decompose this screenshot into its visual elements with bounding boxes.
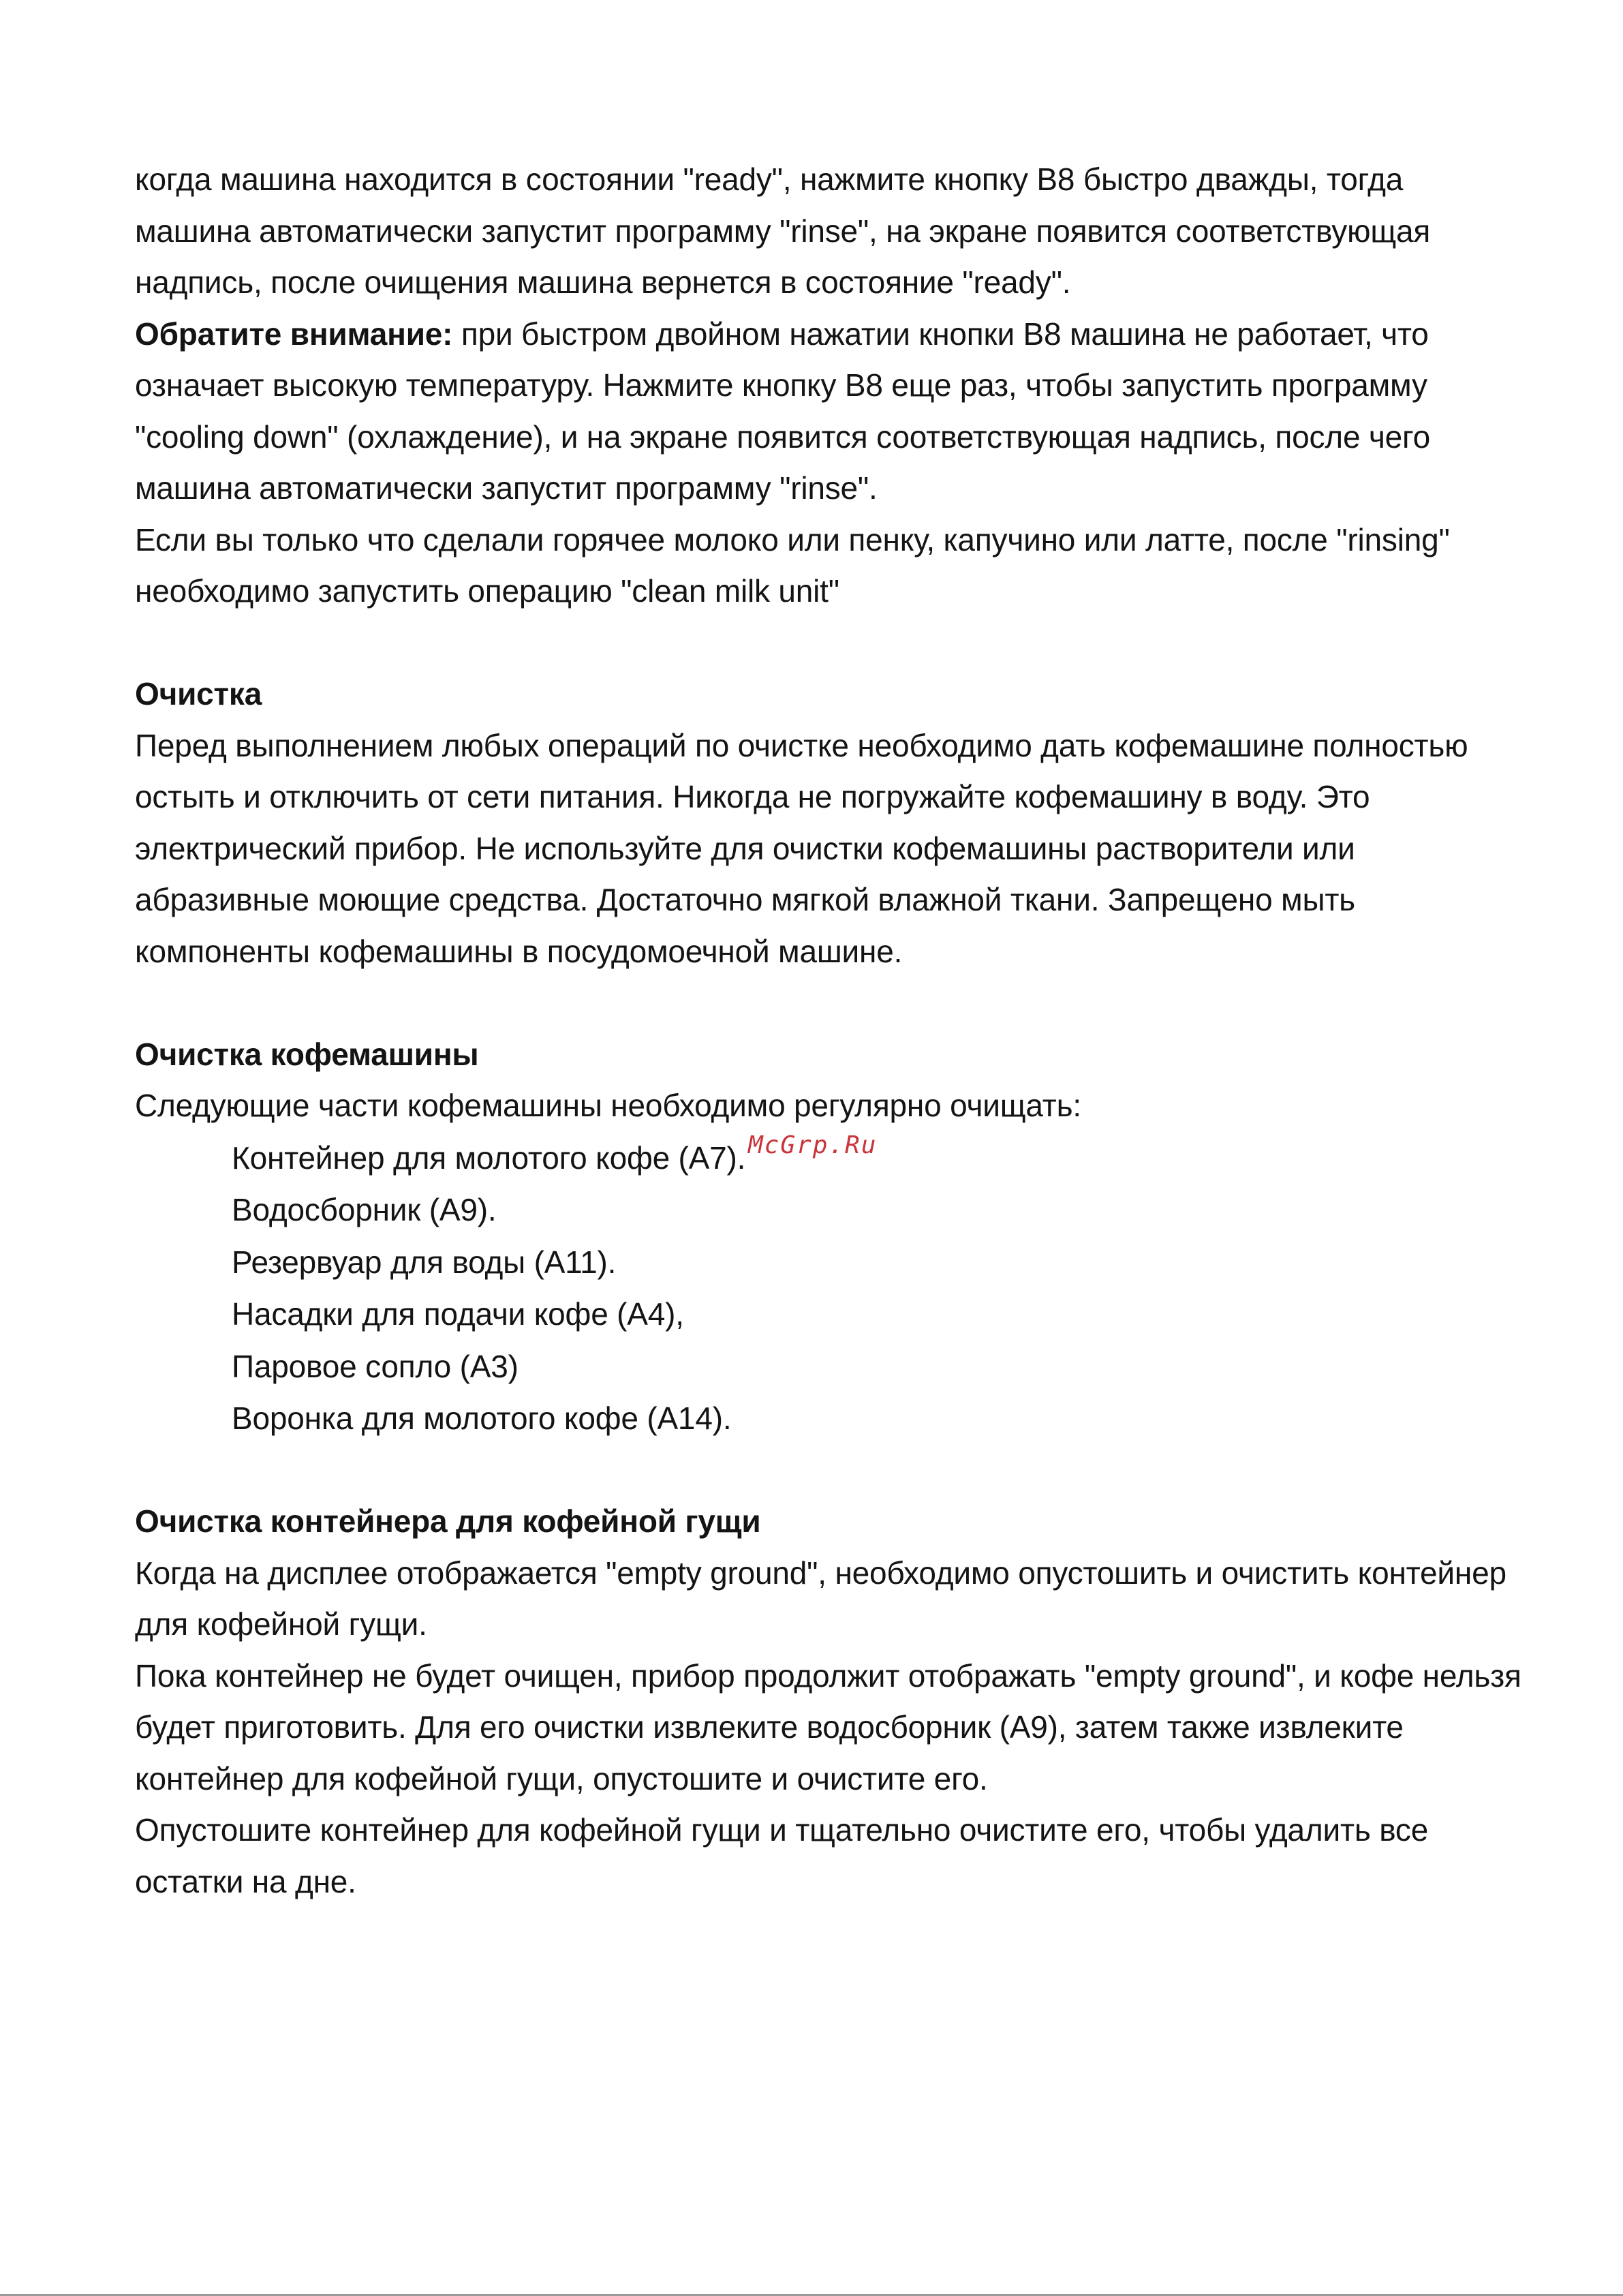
note-label: Обратите внимание: [135,316,453,352]
document-page [135,154,1525,1908]
list-item: Воронка для молотого кофе (A14). [232,1400,732,1436]
spacer [135,1445,1525,1497]
grounds-paragraph-2: Пока контейнер не будет очищен, прибор продолжит отображать "empty ground", и кофе нельзя будет приготовить. Для его очистки извлеките водосборник (A9), затем также извлеките контейнер для кофейной гущи, опустошите и очистите его. [135,1657,1521,1796]
list-item: Резервуар для воды (A11). [232,1244,617,1280]
cleaning-paragraph: Перед выполнением любых операций по очистке необходимо дать кофемашине полностью остыть и отключить от сети питания. Никогда не погружайте кофемашину в воду. Это электрический прибор. Не используйте для очистки кофемашины растворители или абразивные моющие средства. Достаточно мягкой влажной ткани. Запрещено мыть компоненты кофемашины в посудомоечной машине. [135,727,1468,969]
spacer [135,617,1525,669]
intro-paragraph: когда машина находится в состоянии "ready", нажмите кнопку B8 быстро дважды, тогда машина автоматически запустит программу "rinse", на экране появится соответствующая надпись, после очищения машина вернется в состояние "ready". [135,162,1431,300]
watermark: McGrp.Ru [748,1131,878,1159]
parts-list [135,1132,1525,1445]
section-heading-grounds-cleaning: Очистка контейнера для кофейной гущи [135,1503,761,1539]
list-item: Насадки для подачи кофе (A4), [232,1296,684,1332]
note-text: при быстром двойном нажатии кнопки B8 машина не работает, что означает высокую температуру. Нажмите кнопку B8 еще раз, чтобы запустить программу "cooling down" (охлаждение), и на экране появится соответствующая надпись, после чего машина автоматически запустит программу "rinse". [135,316,1431,506]
section-heading-machine-cleaning: Очистка кофемашины [135,1036,479,1072]
spacer [135,977,1525,1029]
grounds-paragraph-3: Опустошите контейнер для кофейной гущи и тщательно очистите его, чтобы удалить все остатки на дне. [135,1812,1429,1899]
list-item: Паровое сопло (A3) [232,1348,519,1384]
note-paragraph [135,309,1525,515]
section-heading-cleaning: Очистка [135,676,262,711]
grounds-paragraph-1: Когда на дисплее отображается "empty ground", необходимо опустошить и очистить контейнер для кофейной гущи. [135,1555,1506,1642]
machine-cleaning-intro: Следующие части кофемашины необходимо регулярно очищать: [135,1088,1081,1123]
milk-paragraph: Если вы только что сделали горячее молоко или пенку, капучино или латте, после "rinsing" необходимо запустить операцию "clean milk unit" [135,521,1450,609]
list-item: Контейнер для молотого кофе (A7). [232,1139,746,1176]
list-item: Водосборник (A9). [232,1192,497,1227]
